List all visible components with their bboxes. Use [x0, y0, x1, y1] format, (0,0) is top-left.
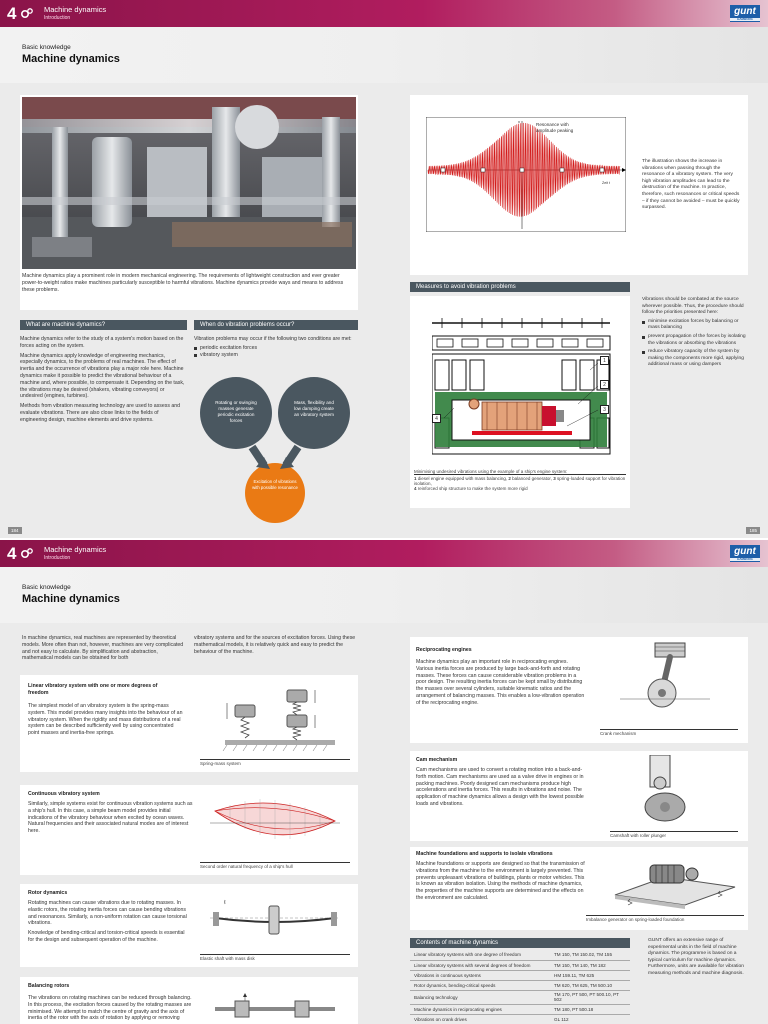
ship-caption	[414, 468, 626, 491]
photo-caption: Machine dynamics play a prominent role in modern mechanical engineering. The requirements of lightweight construction and ever greater power-to-weight ratios make machines particularly susceptible to harmful vibrations. Machine dynamics provide ways and means to address these problems.	[22, 273, 344, 293]
chapter-number: 4	[7, 544, 17, 563]
intro-left: In machine dynamics, real machines are represented by theoretical models. More often than not, however, machines are very complicated and not easy to calculate. By simplification and abstraction, mathematical models can be obtained for both	[22, 635, 184, 662]
measures-item: prevent propagation of the forces by isolating the vibrations or absorbing the vibrations	[642, 334, 746, 347]
contents-row	[410, 1014, 630, 1024]
resonance-text: The illustration shows the increase in vibrations when passing through the resonance of a vibratory system. The very high vibration amplitudes can lead to the destruction of the machine. In practice, therefore, such resonances or critical speeds – if they cannot be avoided – must be quickly surpassed.	[642, 159, 740, 211]
contents-heading: Contents of machine dynamics	[410, 938, 630, 948]
measures-intro: Vibrations should be combated at the source wherever possible. Thus, the procedure should follow the priorities presented here:	[642, 297, 744, 316]
bottom-title-band	[0, 567, 768, 623]
topic-text: The vibrations on rotating machines can be reduced through balancing. In this process, the excitation forces caused by the rotating masses are minimised. We attempt to match the centre of gravity and the axis of inertia of the rotor with the axis of rotation by applying or removing	[28, 995, 192, 1022]
resonance-ylabel: x	[518, 119, 520, 124]
crank-mechanism-figure	[600, 641, 740, 723]
topic-text: Similarly, simple systems exist for continuous vibration systems such as a ship's hull. In this case, a simple beam model provides initial indications of the vibratory behaviour when excited by ocean waves. Natural frequencies and their associated natural modes are of interest here.	[28, 801, 193, 835]
topic-title: Continuous vibratory system	[28, 791, 100, 797]
topic-title: Rotor dynamics	[28, 890, 68, 896]
topic-balancing	[20, 977, 358, 1024]
top-title-band	[0, 27, 768, 83]
imbalance-generator-figure	[600, 849, 740, 911]
header-title: Machine dynamics	[44, 545, 107, 554]
contents-row	[410, 1004, 630, 1014]
marker-1: 1	[600, 356, 609, 365]
topic-title: Balancing rotors	[28, 983, 70, 989]
topic-text: Cam mechanisms are used to convert a rotating motion into a back-and-forth motion. Cam mechanisms are used as a valve drive in engines or in packing machines. Poorly designed cam mechanisms produce high accelerations and inertia forces. This results in vibrations and noise. The application of machine dynamics allows a design with the lowest possible loads and vibrations.	[416, 767, 584, 807]
topic-caption: Elastic shaft with mass disk	[200, 954, 350, 961]
ship-caption-title: Minimising undesired vibrations using the example of a ship's engine system:	[414, 469, 626, 475]
ship-card	[410, 296, 630, 508]
header-title: Machine dynamics	[44, 5, 107, 14]
basic-knowledge-label: Basic knowledge	[22, 584, 71, 591]
resonance-label: Resonance with amplitude peaking	[536, 122, 574, 133]
machine-photo	[22, 97, 356, 269]
topic-caption: Second order natural frequency of a ship's hull	[200, 862, 350, 869]
contents-row	[410, 950, 630, 960]
contents-table	[410, 950, 630, 1024]
when-intro: Vibration problems may occur if the following two conditions are met:	[194, 336, 352, 342]
contents-units: TM 620, TM 625, TM 500.10	[550, 980, 630, 990]
topic-text: Machine dynamics play an important role in reciprocating engines. Various inertia forces are produced by large back-and-forth and rotating masses. These forces can cause considerable vibration problems in a poor design. The resulting inertia forces can be kept small by distributing the masses over several cylinders, suitable kinematic ratios and the arrangement of balancing masses. This enables a low-vibration operation of the reciprocating engine.	[416, 659, 585, 706]
topic-foundations	[410, 847, 748, 930]
header-subtitle: Introduction	[44, 15, 71, 21]
when-text	[194, 336, 358, 358]
contents-side-text: GUNT offers an extensive range of experimental units in the field of machine dynamics. The programme is based on a typical curriculum for machine dynamics. Furthermore, units are available for vibration measuring methods and machine diagnosis.	[648, 938, 744, 976]
marker-4: 4	[432, 414, 441, 423]
contents-topic: Vibrations in continuous systems	[410, 970, 550, 980]
contents-units: TM 180, PT 500.18	[550, 1004, 630, 1014]
photo-card	[20, 95, 358, 310]
contents-topic: Linear vibratory systems with one degree of freedom	[410, 950, 550, 960]
topic-text-p2: Knowledge of bending-critical and torsion-critical speeds is essential for the design and subsequent operation of the machine.	[28, 930, 185, 943]
ship-caption-item: 1 diesel engine equipped with mass balancing, 2 balanced generator, 3 spring-loaded support for vibration isolation,	[414, 476, 626, 486]
contents-units: TM 150, TM 150.02, TM 155	[550, 950, 630, 960]
contents-topic: Vibrations on crank drives	[410, 1014, 550, 1024]
topic-reciprocating	[410, 637, 748, 743]
topic-cam	[410, 751, 748, 841]
marker-2: 2	[600, 380, 609, 389]
chapter-number: 4	[7, 4, 17, 23]
measures-heading: Measures to avoid vibration problems	[410, 282, 630, 292]
top-header	[0, 0, 768, 27]
balancing-rotor-figure	[205, 993, 345, 1023]
contents-topic: Balancing technology	[410, 990, 550, 1004]
top-spread	[0, 83, 768, 538]
gunt-logo: gunt HAMBURG	[730, 5, 760, 22]
topic-title: Linear vibratory system with one or more degrees of freedom	[28, 683, 158, 696]
what-p3: Methods from vibration measuring technology are used to assess and evaluate vibrations. There are also close links to the fields of engineering design, machine elements and drive systems.	[20, 403, 181, 423]
contents-topic: Rotor dynamics, bending-critical speeds	[410, 980, 550, 990]
page-title: Machine dynamics	[22, 593, 120, 605]
gunt-logo: gunt HAMBURG	[730, 545, 760, 562]
intro-right: vibratory systems and for the sources of excitation forces. Using these mathematical models, it is relatively quick and easy to predict the behaviour of the machine.	[194, 635, 356, 655]
circle-resonance	[245, 463, 305, 523]
measures-text	[642, 297, 746, 369]
topic-caption: Imbalance generator on spring-loaded foundation	[586, 915, 744, 922]
circle3-label: Excitation of vibrations with possible resonance	[252, 479, 298, 490]
topic-rotor	[20, 884, 358, 967]
contents-row	[410, 970, 630, 980]
measures-item: minimise excitation forces by balancing or mass balancing	[642, 319, 746, 332]
camshaft-figure	[610, 755, 740, 827]
circle1-label: Rotating or swinging masses generate periodic excitation forces	[215, 400, 257, 423]
contents-units: TM 170, PT 500, PT 500.10, PT 502	[550, 990, 630, 1004]
contents-row	[410, 960, 630, 970]
what-text	[20, 336, 187, 424]
circle2-label: Mass, flexibility and low damping create an vibratory system	[294, 400, 334, 417]
when-heading: When do vibration problems occur?	[194, 320, 358, 330]
topic-caption: Crank mechanism	[600, 729, 738, 736]
measures-item: reduce vibratory capacity of the system by making the components more rigid, applying additional mass or using dampers	[642, 349, 746, 369]
what-p2: Machine dynamics apply knowledge of engineering mechanics, especially dynamics, to the problems of real machines. The effect of inertia and the occurrence of vibrations play a major role here. Machine dynamics make it possible to predict the vibrational behaviour of a machine and, where possible, to compensate it. Depending on the task, the vibrations may be desired (shakers, vibrating conveyors) or undesired (engines, turbines).	[20, 352, 185, 400]
bottom-header	[0, 540, 768, 567]
resonance-card	[410, 95, 748, 275]
header-subtitle: Introduction	[44, 555, 71, 561]
page-number-left: 184	[8, 527, 22, 534]
page-number-right: 185	[746, 527, 760, 534]
topic-text: Machine foundations or supports are designed so that the transmission of vibrations from the machine to the environment is largely prevented. This prevents unpleasant vibrations of buildings, plants or motor vehicles. This is known as vibration isolation. Using the methods of machine dynamics, the properties of the machine supports are determined and the effects on the environment are calculated.	[416, 861, 585, 901]
gear-icon	[21, 548, 33, 558]
contents-units: TM 150, TM 140, TM 182	[550, 960, 630, 970]
contents-row	[410, 980, 630, 990]
elastic-shaft-figure	[205, 892, 345, 948]
topic-text	[28, 900, 188, 944]
topic-text-p1: Rotating machines can cause vibrations due to rotating masses. In elastic rotors, the rotating inertia forces can cause bending vibrations and resonances. Similarly, a non-uniform rotation can cause torsional vibrations.	[28, 900, 187, 927]
ship-hull-figure	[205, 791, 345, 857]
gear-icon	[21, 8, 33, 18]
ship-engine-diagram	[432, 318, 612, 458]
conditions-diagram	[194, 373, 358, 523]
ship-caption-item: 4 reinforced ship structure to make the system more rigid	[414, 486, 528, 491]
page-title: Machine dynamics	[22, 53, 120, 65]
topic-caption: Spring-mass system	[200, 759, 350, 766]
topic-title: Cam mechanism	[416, 757, 458, 763]
contents-row	[410, 990, 630, 1004]
contents-topic: Machine dynamics in reciprocating engines	[410, 1004, 550, 1014]
topic-title: Machine foundations and supports to isolate vibrations	[416, 851, 553, 857]
marker-3: 3	[600, 405, 609, 414]
what-heading: What are machine dynamics?	[20, 320, 187, 330]
when-item: vibratory system	[194, 352, 358, 359]
when-item: periodic excitation forces	[194, 345, 358, 352]
resonance-chart	[426, 117, 626, 232]
topic-spring-mass	[20, 675, 358, 772]
topic-continuous	[20, 785, 358, 875]
topic-caption: Camshaft with roller plunger	[610, 831, 738, 838]
contents-topic: Linear vibratory systems with several degrees of freedom	[410, 960, 550, 970]
basic-knowledge-label: Basic knowledge	[22, 44, 71, 51]
contents-units: GL 112	[550, 1014, 630, 1024]
contents-units: HM 159.11, TM 625	[550, 970, 630, 980]
topic-text: The simplest model of an vibratory system is the spring-mass system. This model provides many insights into the behaviour of an vibratory system. When the rigidity and mass distributions of a real system can be described sufficiently well by using concentrated point masses and inertia-free springs.	[28, 703, 183, 737]
topic-title: Reciprocating engines	[416, 647, 472, 653]
what-p1: Machine dynamics refer to the study of a system's motion based on the forces acting on the system.	[20, 336, 184, 349]
resonance-xlabel: Zeit t	[602, 181, 610, 185]
spring-mass-figure	[205, 685, 345, 755]
bottom-spread	[0, 623, 768, 1024]
